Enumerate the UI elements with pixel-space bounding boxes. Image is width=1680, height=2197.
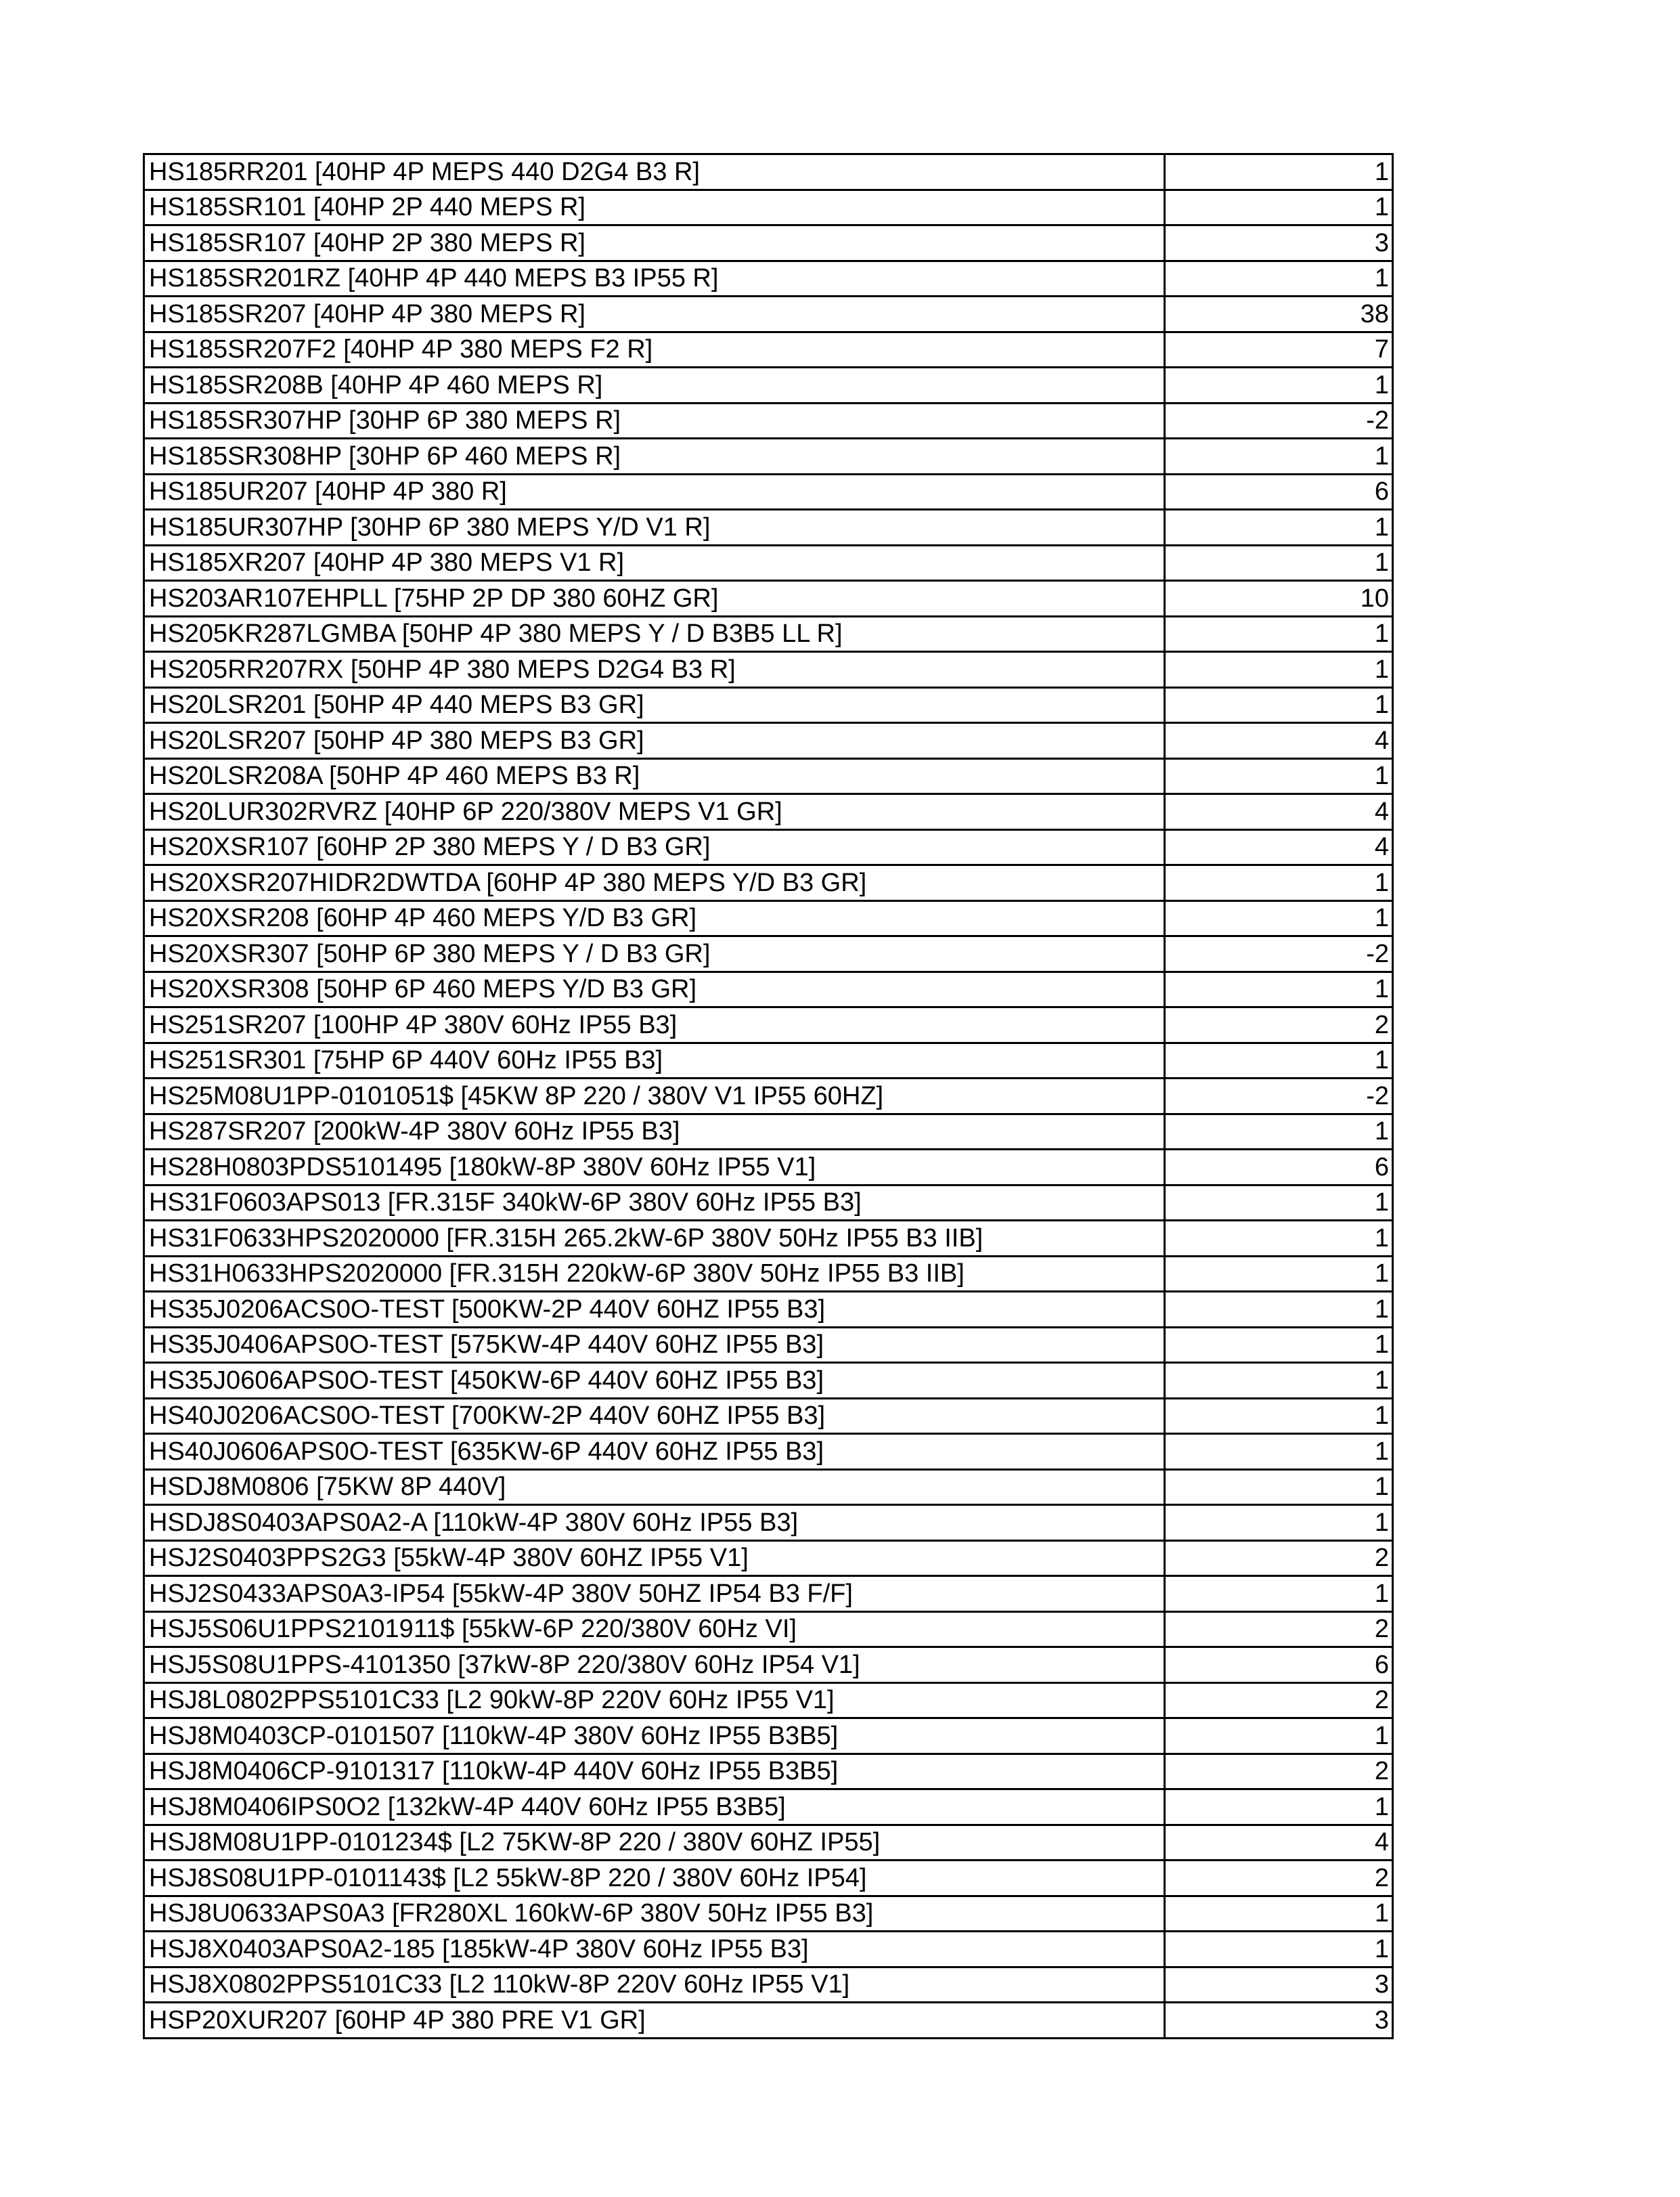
quantity-cell: 38 [1165, 297, 1393, 332]
quantity-cell: 1 [1165, 1896, 1393, 1932]
item-description-cell: HS31H0633HPS2020000 [FR.315H 220kW-6P 380V 50Hz IP55 B3 IIB] [144, 1256, 1165, 1292]
table-row [144, 261, 1393, 297]
quantity-cell: 1 [1165, 510, 1393, 546]
item-description-cell: HS185SR207F2 [40HP 4P 380 MEPS F2 R] [144, 332, 1165, 368]
table-row [144, 794, 1393, 830]
table-row [144, 1754, 1393, 1789]
quantity-cell: 1 [1165, 900, 1393, 936]
quantity-cell: 2 [1165, 1861, 1393, 1896]
quantity-cell: 1 [1165, 652, 1393, 688]
item-description-cell: HS185UR207 [40HP 4P 380 R] [144, 474, 1165, 510]
table-row [144, 1043, 1393, 1079]
item-description-cell: HS40J0206ACS0O-TEST [700KW-2P 440V 60HZ IP55 B3] [144, 1398, 1165, 1434]
quantity-cell: 1 [1165, 1932, 1393, 1967]
table-row [144, 154, 1393, 190]
quantity-cell: 1 [1165, 1043, 1393, 1079]
quantity-cell: 1 [1165, 1576, 1393, 1612]
item-description-cell: HS205KR287LGMBA [50HP 4P 380 MEPS Y / D B3B5 LL R] [144, 616, 1165, 652]
table-row [144, 1079, 1393, 1114]
item-description-cell: HS185XR207 [40HP 4P 380 MEPS V1 R] [144, 545, 1165, 581]
item-description-cell: HS35J0206ACS0O-TEST [500KW-2P 440V 60HZ IP55 B3] [144, 1292, 1165, 1328]
item-description-cell: HS203AR107EHPLL [75HP 2P DP 380 60HZ GR] [144, 581, 1165, 617]
quantity-cell: 1 [1165, 368, 1393, 404]
table-row [144, 1896, 1393, 1932]
table-row [144, 1861, 1393, 1896]
table-row [144, 1114, 1393, 1150]
quantity-cell: 1 [1165, 1789, 1393, 1825]
table-row [144, 1682, 1393, 1718]
item-description-cell: HS25M08U1PP-0101051$ [45KW 8P 220 / 380V V1 IP55 60HZ] [144, 1079, 1165, 1114]
table-row [144, 190, 1393, 225]
table-row [144, 900, 1393, 936]
table-row [144, 1967, 1393, 2003]
quantity-cell: 1 [1165, 190, 1393, 225]
table-row [144, 297, 1393, 332]
quantity-cell: -2 [1165, 1079, 1393, 1114]
table-row [144, 829, 1393, 865]
table-row [144, 758, 1393, 794]
quantity-cell: 1 [1165, 154, 1393, 190]
quantity-cell: 1 [1165, 865, 1393, 901]
table-row [144, 1292, 1393, 1328]
item-description-cell: HSJ8U0633APS0A3 [FR280XL 160kW-6P 380V 50Hz IP55 B3] [144, 1896, 1165, 1932]
table-row [144, 687, 1393, 723]
quantity-cell: 1 [1165, 616, 1393, 652]
table-row [144, 1185, 1393, 1221]
table-row [144, 616, 1393, 652]
table-row [144, 1825, 1393, 1861]
item-description-cell: HS31F0633HPS2020000 [FR.315H 265.2kW-6P 380V 50Hz IP55 B3 IIB] [144, 1221, 1165, 1257]
quantity-cell: 1 [1165, 1256, 1393, 1292]
table-row [144, 225, 1393, 261]
item-description-cell: HS35J0606APS0O-TEST [450KW-6P 440V 60HZ IP55 B3] [144, 1363, 1165, 1399]
quantity-cell: 1 [1165, 1434, 1393, 1470]
item-description-cell: HS185SR208B [40HP 4P 460 MEPS R] [144, 368, 1165, 404]
item-description-cell: HS185SR207 [40HP 4P 380 MEPS R] [144, 297, 1165, 332]
item-description-cell: HSJ2S0403PPS2G3 [55kW-4P 380V 60HZ IP55 V1] [144, 1540, 1165, 1576]
quantity-cell: 3 [1165, 1967, 1393, 2003]
item-description-cell: HS185SR201RZ [40HP 4P 440 MEPS B3 IP55 R] [144, 261, 1165, 297]
table-row [144, 972, 1393, 1007]
item-description-cell: HS185RR201 [40HP 4P MEPS 440 D2G4 B3 R] [144, 154, 1165, 190]
quantity-cell: 6 [1165, 1647, 1393, 1683]
table-row [144, 936, 1393, 972]
item-description-cell: HS31F0603APS013 [FR.315F 340kW-6P 380V 60Hz IP55 B3] [144, 1185, 1165, 1221]
quantity-cell: 1 [1165, 1469, 1393, 1505]
table-row [144, 403, 1393, 439]
quantity-cell: 1 [1165, 1292, 1393, 1328]
quantity-cell: 1 [1165, 972, 1393, 1007]
item-description-cell: HS20XSR208 [60HP 4P 460 MEPS Y/D B3 GR] [144, 900, 1165, 936]
quantity-cell: 7 [1165, 332, 1393, 368]
quantity-cell: 1 [1165, 1185, 1393, 1221]
quantity-cell: 1 [1165, 545, 1393, 581]
item-description-cell: HS20XSR308 [50HP 6P 460 MEPS Y/D B3 GR] [144, 972, 1165, 1007]
table-row [144, 1505, 1393, 1541]
quantity-cell: 1 [1165, 1114, 1393, 1150]
item-description-cell: HS20XSR207HIDR2DWTDA [60HP 4P 380 MEPS Y/D B3 GR] [144, 865, 1165, 901]
table-row [144, 1150, 1393, 1185]
item-description-cell: HS20LSR208A [50HP 4P 460 MEPS B3 R] [144, 758, 1165, 794]
item-description-cell: HS251SR207 [100HP 4P 380V 60Hz IP55 B3] [144, 1007, 1165, 1043]
table-row [144, 652, 1393, 688]
table-row [144, 1611, 1393, 1647]
item-description-cell: HSP20XUR207 [60HP 4P 380 PRE V1 GR] [144, 2003, 1165, 2039]
quantity-cell: 3 [1165, 2003, 1393, 2039]
quantity-cell: 2 [1165, 1682, 1393, 1718]
inventory-table [143, 153, 1394, 2039]
quantity-cell: 1 [1165, 261, 1393, 297]
quantity-cell: 1 [1165, 1398, 1393, 1434]
quantity-cell: 4 [1165, 829, 1393, 865]
table-row [144, 581, 1393, 617]
quantity-cell: 1 [1165, 439, 1393, 475]
table-row [144, 1540, 1393, 1576]
table-row [144, 368, 1393, 404]
table-row [144, 1576, 1393, 1612]
table-row [144, 1221, 1393, 1257]
quantity-cell: 2 [1165, 1540, 1393, 1576]
quantity-cell: 2 [1165, 1007, 1393, 1043]
inventory-table-body [144, 154, 1393, 2039]
table-row [144, 1007, 1393, 1043]
item-description-cell: HSJ8X0403APS0A2-185 [185kW-4P 380V 60Hz IP55 B3] [144, 1932, 1165, 1967]
table-row [144, 1469, 1393, 1505]
item-description-cell: HSJ8L0802PPS5101C33 [L2 90kW-8P 220V 60Hz IP55 V1] [144, 1682, 1165, 1718]
item-description-cell: HS35J0406APS0O-TEST [575KW-4P 440V 60HZ IP55 B3] [144, 1327, 1165, 1363]
table-row [144, 1398, 1393, 1434]
item-description-cell: HS20XSR307 [50HP 6P 380 MEPS Y / D B3 GR] [144, 936, 1165, 972]
quantity-cell: -2 [1165, 403, 1393, 439]
table-row [144, 865, 1393, 901]
table-row [144, 2003, 1393, 2039]
item-description-cell: HS185UR307HP [30HP 6P 380 MEPS Y/D V1 R] [144, 510, 1165, 546]
item-description-cell: HSJ5S08U1PPS-4101350 [37kW-8P 220/380V 60Hz IP54 V1] [144, 1647, 1165, 1683]
item-description-cell: HS185SR101 [40HP 2P 440 MEPS R] [144, 190, 1165, 225]
quantity-cell: 4 [1165, 794, 1393, 830]
item-description-cell: HS20XSR107 [60HP 2P 380 MEPS Y / D B3 GR] [144, 829, 1165, 865]
item-description-cell: HS185SR107 [40HP 2P 380 MEPS R] [144, 225, 1165, 261]
quantity-cell: 3 [1165, 225, 1393, 261]
quantity-cell: 1 [1165, 1327, 1393, 1363]
quantity-cell: 1 [1165, 1505, 1393, 1541]
table-row [144, 1256, 1393, 1292]
item-description-cell: HS20LSR207 [50HP 4P 380 MEPS B3 GR] [144, 723, 1165, 759]
item-description-cell: HS287SR207 [200kW-4P 380V 60Hz IP55 B3] [144, 1114, 1165, 1150]
quantity-cell: 6 [1165, 1150, 1393, 1185]
quantity-cell: 2 [1165, 1754, 1393, 1789]
item-description-cell: HSJ8S08U1PP-0101143$ [L2 55kW-8P 220 / 380V 60Hz IP54] [144, 1861, 1165, 1896]
table-row [144, 1327, 1393, 1363]
item-description-cell: HSJ8M0406CP-9101317 [110kW-4P 440V 60Hz IP55 B3B5] [144, 1754, 1165, 1789]
item-description-cell: HS185SR307HP [30HP 6P 380 MEPS R] [144, 403, 1165, 439]
quantity-cell: 6 [1165, 474, 1393, 510]
item-description-cell: HSJ8M08U1PP-0101234$ [L2 75KW-8P 220 / 380V 60HZ IP55] [144, 1825, 1165, 1861]
item-description-cell: HS28H0803PDS5101495 [180kW-8P 380V 60Hz IP55 V1] [144, 1150, 1165, 1185]
item-description-cell: HSJ8M0406IPS0O2 [132kW-4P 440V 60Hz IP55 B3B5] [144, 1789, 1165, 1825]
item-description-cell: HS40J0606APS0O-TEST [635KW-6P 440V 60HZ IP55 B3] [144, 1434, 1165, 1470]
quantity-cell: 1 [1165, 687, 1393, 723]
table-row [144, 1789, 1393, 1825]
table-row [144, 1932, 1393, 1967]
table-row [144, 1718, 1393, 1754]
item-description-cell: HSJ2S0433APS0A3-IP54 [55kW-4P 380V 50HZ IP54 B3 F/F] [144, 1576, 1165, 1612]
item-description-cell: HS185SR308HP [30HP 6P 460 MEPS R] [144, 439, 1165, 475]
table-row [144, 510, 1393, 546]
quantity-cell: 1 [1165, 1221, 1393, 1257]
quantity-cell: 1 [1165, 1718, 1393, 1754]
table-row [144, 439, 1393, 475]
table-row [144, 545, 1393, 581]
table-row [144, 1647, 1393, 1683]
quantity-cell: 1 [1165, 1363, 1393, 1399]
item-description-cell: HS20LUR302RVRZ [40HP 6P 220/380V MEPS V1 GR] [144, 794, 1165, 830]
item-description-cell: HS205RR207RX [50HP 4P 380 MEPS D2G4 B3 R] [144, 652, 1165, 688]
table-row [144, 723, 1393, 759]
item-description-cell: HSJ8M0403CP-0101507 [110kW-4P 380V 60Hz IP55 B3B5] [144, 1718, 1165, 1754]
item-description-cell: HSDJ8M0806 [75KW 8P 440V] [144, 1469, 1165, 1505]
quantity-cell: 10 [1165, 581, 1393, 617]
item-description-cell: HSJ5S06U1PPS2101911$ [55kW-6P 220/380V 60Hz VI] [144, 1611, 1165, 1647]
item-description-cell: HS20LSR201 [50HP 4P 440 MEPS B3 GR] [144, 687, 1165, 723]
table-row [144, 474, 1393, 510]
quantity-cell: 1 [1165, 758, 1393, 794]
quantity-cell: 2 [1165, 1611, 1393, 1647]
quantity-cell: 4 [1165, 723, 1393, 759]
item-description-cell: HS251SR301 [75HP 6P 440V 60Hz IP55 B3] [144, 1043, 1165, 1079]
table-row [144, 332, 1393, 368]
table-row [144, 1434, 1393, 1470]
item-description-cell: HSDJ8S0403APS0A2-A [110kW-4P 380V 60Hz IP55 B3] [144, 1505, 1165, 1541]
quantity-cell: -2 [1165, 936, 1393, 972]
table-row [144, 1363, 1393, 1399]
item-description-cell: HSJ8X0802PPS5101C33 [L2 110kW-8P 220V 60Hz IP55 V1] [144, 1967, 1165, 2003]
quantity-cell: 4 [1165, 1825, 1393, 1861]
